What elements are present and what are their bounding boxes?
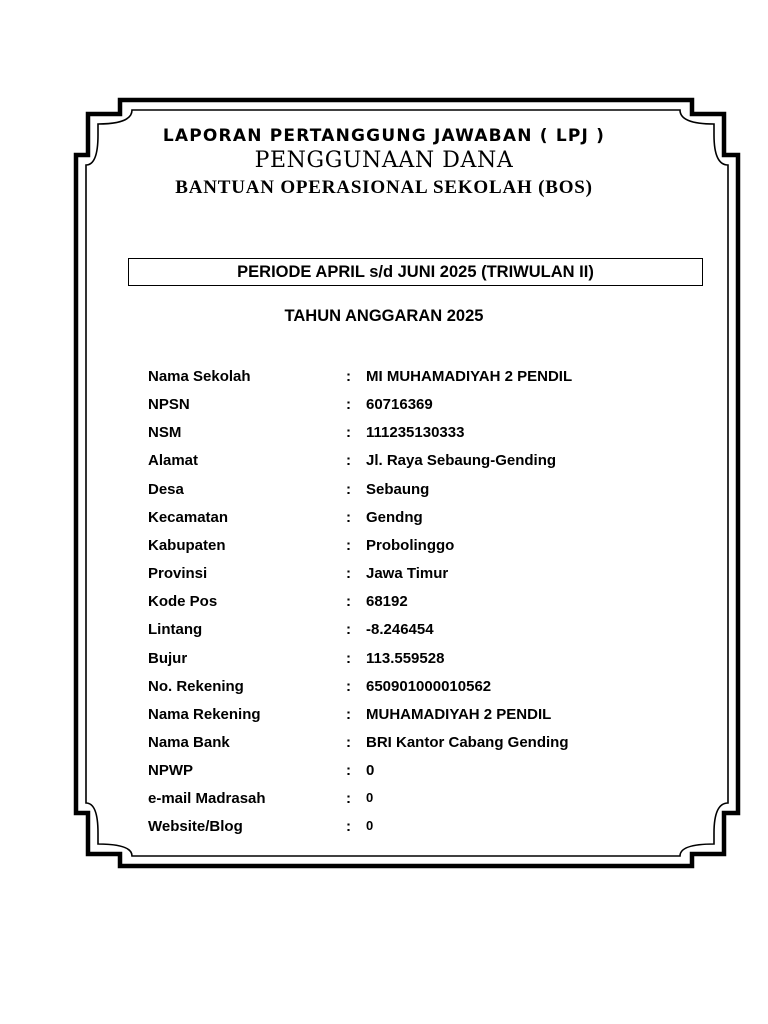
field-label: Provinsi: [148, 565, 208, 582]
field-label: Bujur: [148, 650, 188, 667]
field-label: No. Rekening: [148, 678, 244, 695]
field-label: Kabupaten: [148, 537, 226, 554]
field-value: 650901000010562: [366, 678, 492, 695]
field-value: BRI Kantor Cabang Gending: [366, 734, 569, 751]
field-value: 0: [366, 762, 375, 779]
field-value: Probolinggo: [366, 537, 455, 554]
field-value: 0: [366, 818, 374, 833]
field-colon: :: [346, 621, 351, 638]
field-colon: :: [346, 678, 351, 695]
field-label: Nama Sekolah: [148, 368, 251, 385]
field-colon: :: [346, 565, 351, 582]
report-title-lpj: LAPORAN PERTANGGUNG JAWABAN ( LPJ ): [162, 126, 606, 146]
field-label: Lintang: [148, 621, 203, 638]
report-title-bos: BANTUAN OPERASIONAL SEKOLAH (BOS): [175, 177, 593, 198]
field-value: -8.246454: [366, 621, 434, 638]
field-colon: :: [346, 509, 351, 526]
field-colon: :: [346, 650, 351, 667]
field-value: 111235130333: [366, 424, 465, 441]
field-label: Alamat: [148, 452, 199, 469]
field-colon: :: [346, 818, 351, 835]
field-label: Website/Blog: [148, 818, 243, 835]
field-colon: :: [346, 706, 351, 723]
field-label: NPWP: [148, 762, 193, 779]
field-colon: :: [346, 424, 351, 441]
field-label: Kode Pos: [148, 593, 218, 610]
field-value: Jawa Timur: [366, 565, 449, 582]
field-label: Kecamatan: [148, 509, 229, 526]
field-value: Jl. Raya Sebaung-Gending: [366, 452, 557, 469]
field-colon: :: [346, 537, 351, 554]
field-colon: :: [346, 396, 351, 413]
field-value: Sebaung: [366, 481, 430, 498]
field-colon: :: [346, 734, 351, 751]
field-label: e-mail Madrasah: [148, 790, 266, 807]
field-value: 113.559528: [366, 650, 445, 667]
field-label: Nama Bank: [148, 734, 230, 751]
field-colon: :: [346, 481, 351, 498]
field-value: MI MUHAMADIYAH 2 PENDIL: [366, 368, 573, 385]
period-box: PERIODE APRIL s/d JUNI 2025 (TRIWULAN II): [128, 258, 703, 286]
field-value: 0: [366, 790, 374, 805]
field-colon: :: [346, 790, 351, 807]
budget-year: TAHUN ANGGARAN 2025: [284, 307, 484, 325]
field-label: NSM: [148, 424, 182, 441]
field-label: Nama Rekening: [148, 706, 261, 723]
report-title-fund-usage: PENGGUNAAN DANA: [254, 148, 514, 173]
field-label: NPSN: [148, 396, 190, 413]
field-label: Desa: [148, 481, 184, 498]
field-value: 68192: [366, 593, 408, 610]
field-colon: :: [346, 368, 351, 385]
field-colon: :: [346, 762, 351, 779]
field-value: MUHAMADIYAH 2 PENDIL: [366, 706, 552, 723]
field-value: 60716369: [366, 396, 433, 413]
field-value: Gendng: [366, 509, 423, 526]
field-colon: :: [346, 593, 351, 610]
field-colon: :: [346, 452, 351, 469]
